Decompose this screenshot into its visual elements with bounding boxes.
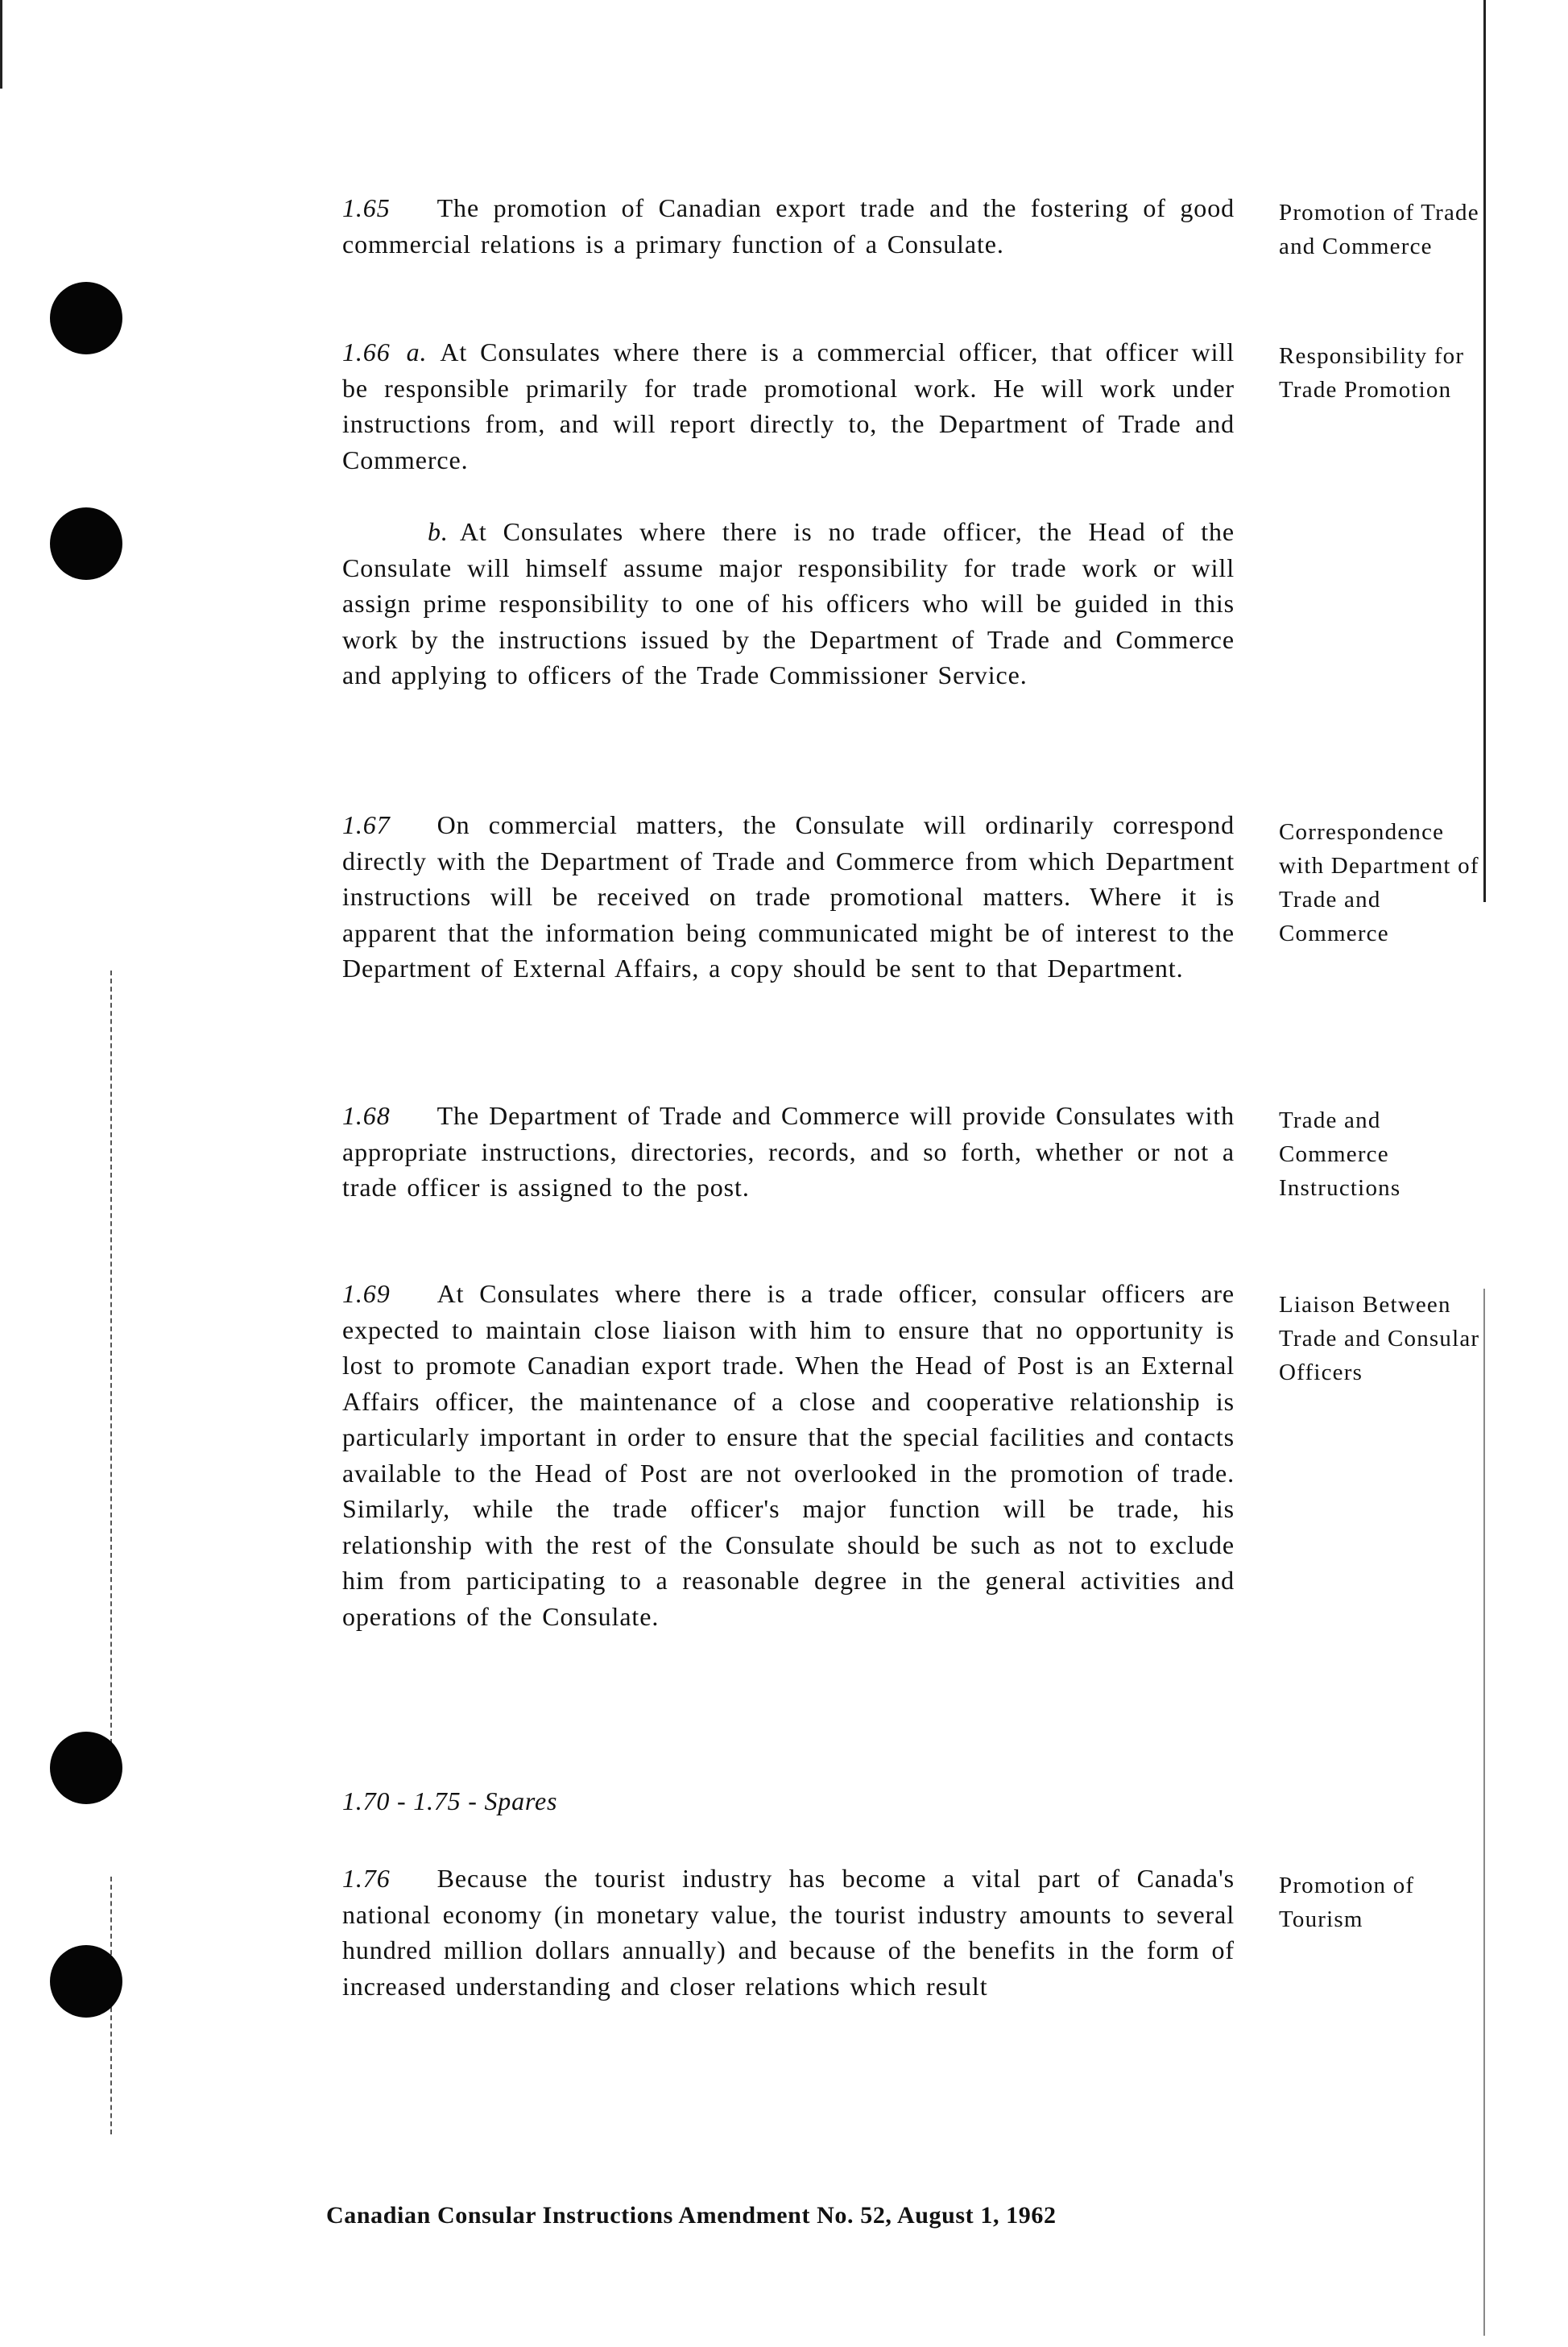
section-text: The Department of Trade and Commerce will provide Consulates with appropriate instructions, directories, records, and so forth, whether or not a trade officer is assigned to the post.: [342, 1101, 1235, 1202]
section-paragraph: [342, 807, 1235, 987]
section-paragraph: [342, 1098, 1235, 1206]
section-number: 1.67: [342, 810, 391, 839]
section-number: 1.69: [342, 1279, 391, 1308]
right-edge-rule: [1483, 0, 1486, 902]
section-paragraph: [342, 334, 1235, 478]
punch-hole: [50, 1945, 122, 2018]
section-number: 1.66: [342, 337, 391, 366]
section-text: On commercial matters, the Consulate will ordinarily correspond directly with the Department of Trade and Commerce from which Department instructions will be received on trade promotional matters. Where it is apparent that the information being communicated might be of interest to the Department of External Affairs, a copy should be sent to that Department.: [342, 810, 1235, 983]
right-edge-rule-lower: [1483, 1289, 1485, 2336]
margin-note: Correspondence with Department of Trade and Commerce: [1279, 819, 1479, 946]
section-number: 1.65: [342, 193, 391, 222]
section-paragraph: [342, 190, 1235, 262]
margin-note: Liaison Between Trade and Consular Officers: [1279, 1292, 1480, 1385]
section-1-66-a: [342, 334, 1235, 478]
left-edge-mark: [0, 0, 2, 89]
section-text: At Consulates where there is a commercial officer, that officer will be responsible primarily for trade promotional work. He will work under instructions from, and will report directly to, the Department of Trade and Commerce.: [342, 337, 1235, 474]
subsection-letter: a.: [406, 337, 428, 366]
spares-heading: 1.70 - 1.75 - Spares: [342, 1786, 558, 1815]
section-text: Because the tourist industry has become a vital part of Canada's national economy (in monetary value, the tourist industry amounts to several hundred million dollars annually) and because of the benefits in the form of increased understanding and closer relations which result: [342, 1864, 1235, 2001]
section-paragraph: [342, 1276, 1235, 1634]
section-text: At Consulates where there is no trade officer, the Head of the Consulate will himself assume major responsibility for trade work or will assign prime responsibility to one of his officers who will be guided in this work by the instructions issued by the Department of Trade and Commerce and applying to officers of the Trade Commissioner Service.: [342, 517, 1235, 689]
section-paragraph: [342, 1861, 1235, 2004]
page-footer: Canadian Consular Instructions Amendment No. 52, August 1, 1962: [326, 2202, 1057, 2229]
section-1-76: [342, 1861, 1235, 2004]
margin-note: Promotion of Tourism: [1279, 1873, 1415, 1932]
left-dashed-rule: [110, 971, 112, 1744]
punch-hole: [50, 507, 122, 580]
section-paragraph: [342, 514, 1235, 693]
punch-hole: [50, 1732, 122, 1804]
margin-note: Trade and Commerce Instructions: [1279, 1107, 1401, 1201]
punch-hole: [50, 282, 122, 354]
section-1-68: [342, 1098, 1235, 1206]
section-text: At Consulates where there is a trade officer, consular officers are expected to maintain close liaison with him to ensure that no opportunity is lost to promote Canadian export trade. When the Head of Post is an External Affairs officer, the maintenance of a close and cooperative relationship is particularly important in order to ensure that the special facilities and contacts available to the Head of Post are not overlooked in the promotion of trade. Similarly, while the trade officer's major function will be trade, his relationship with the rest of the Consulate should be such as not to exclude him from participating to a reasonable degree in the general activities and operations of the Consulate.: [342, 1279, 1235, 1631]
section-number: 1.68: [342, 1101, 391, 1130]
section-1-66-b: [342, 514, 1235, 693]
section-text: The promotion of Canadian export trade and the fostering of good commercial relations is a primary function of a Consulate.: [342, 193, 1235, 259]
section-number: 1.76: [342, 1864, 391, 1893]
section-1-67: [342, 807, 1235, 987]
section-1-65: [342, 190, 1235, 262]
margin-note: Promotion of Trade and Commerce: [1279, 200, 1479, 259]
subsection-letter: b.: [428, 517, 449, 546]
margin-note: Responsibility for Trade Promotion: [1279, 343, 1465, 403]
section-1-69: [342, 1276, 1235, 1634]
